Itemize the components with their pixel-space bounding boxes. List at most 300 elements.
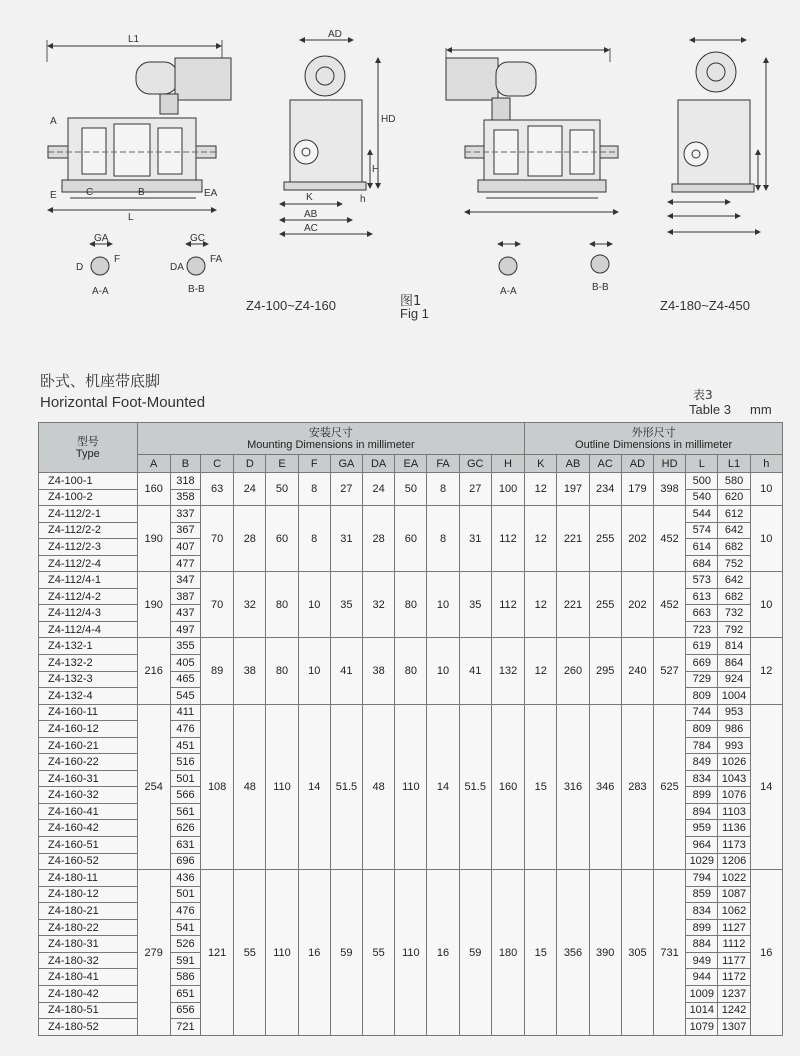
cell-da: 32 — [363, 572, 395, 638]
cell-l1: 924 — [718, 671, 750, 688]
cell-l: 944 — [686, 969, 718, 986]
model-type-cell: Z4-100-2 — [39, 489, 138, 506]
cell-e: 50 — [266, 473, 298, 506]
model-type-cell: Z4-112/4-3 — [39, 605, 138, 622]
dim-label-e: E — [50, 190, 57, 201]
cell-l1: 682 — [718, 539, 750, 556]
cell-k: 12 — [525, 473, 557, 506]
cell-h: 10 — [750, 506, 782, 572]
model-type-cell: Z4-112/2-4 — [39, 555, 138, 572]
cell-l1: 642 — [718, 572, 750, 589]
dim-label-hd: HD — [381, 114, 396, 125]
cell-ga: 59 — [330, 870, 362, 1036]
cell-e: 80 — [266, 638, 298, 704]
table-row — [39, 473, 783, 490]
dim-label-ea: EA — [204, 188, 218, 199]
cell-l1: 1026 — [718, 754, 750, 771]
cell-ab: 316 — [557, 704, 589, 869]
cell-f: 8 — [298, 473, 330, 506]
cell-da: 55 — [363, 870, 395, 1036]
model-type-cell: Z4-112/2-3 — [39, 539, 138, 556]
cell-l1: 1173 — [718, 837, 750, 854]
model-type-cell: Z4-180-21 — [39, 903, 138, 920]
dimensions-table — [38, 422, 783, 1036]
model-type-cell: Z4-112/4-1 — [39, 572, 138, 589]
cell-l1: 612 — [718, 506, 750, 523]
cell-b: 436 — [170, 870, 200, 887]
cell-d: 38 — [234, 638, 266, 704]
cell-l1: 1127 — [718, 919, 750, 936]
cell-b: 477 — [170, 555, 200, 572]
cell-l1: 993 — [718, 737, 750, 754]
cell-e: 110 — [266, 870, 298, 1036]
cell-ad: 240 — [621, 638, 653, 704]
dim-label-k: K — [306, 192, 313, 203]
cell-b: 476 — [170, 721, 200, 738]
cell-da: 24 — [363, 473, 395, 506]
cell-c: 70 — [201, 572, 234, 638]
cell-l: 663 — [686, 605, 718, 622]
model-type-cell: Z4-132-4 — [39, 688, 138, 705]
cell-e: 80 — [266, 572, 298, 638]
cell-h: 10 — [750, 473, 782, 506]
cell-l1: 864 — [718, 655, 750, 672]
left-model-caption: Z4-100~Z4-160 — [246, 298, 336, 313]
mounting-header-en: Mounting Dimensions in millimeter — [247, 438, 415, 451]
cell-l: 899 — [686, 919, 718, 936]
cell-ac: 295 — [589, 638, 621, 704]
table-row — [39, 572, 783, 589]
cell-h: 112 — [491, 506, 524, 572]
cell-b: 626 — [170, 820, 200, 837]
column-header-hd: HD — [654, 455, 686, 473]
column-header-c: C — [201, 455, 234, 473]
table-row — [39, 870, 783, 887]
cell-f: 10 — [298, 638, 330, 704]
cell-gc: 35 — [459, 572, 491, 638]
table-row — [39, 704, 783, 721]
cell-f: 10 — [298, 572, 330, 638]
cell-l1: 1242 — [718, 1002, 750, 1019]
section-title-cn: 卧式、机座带底脚 — [40, 372, 161, 390]
cell-fa: 10 — [427, 572, 459, 638]
cell-ea: 80 — [395, 638, 427, 704]
cell-l: 669 — [686, 655, 718, 672]
model-type-cell: Z4-180-11 — [39, 870, 138, 887]
cell-k: 12 — [525, 572, 557, 638]
column-header-f: F — [298, 455, 330, 473]
cell-ea: 110 — [395, 704, 427, 869]
cell-b: 561 — [170, 803, 200, 820]
column-header-h: h — [750, 455, 782, 473]
cell-l1: 620 — [718, 489, 750, 506]
cell-l: 1014 — [686, 1002, 718, 1019]
cell-b: 387 — [170, 588, 200, 605]
column-header-fa: FA — [427, 455, 459, 473]
cell-h: 112 — [491, 572, 524, 638]
cell-h: 14 — [750, 704, 782, 869]
section-label-bb-right: B-B — [592, 282, 609, 293]
section-label-bb: B-B — [188, 284, 205, 295]
cell-b: 501 — [170, 886, 200, 903]
cell-fa: 16 — [427, 870, 459, 1036]
cell-l1: 1087 — [718, 886, 750, 903]
cell-a: 190 — [137, 506, 170, 572]
cell-h: 10 — [750, 572, 782, 638]
cell-l1: 732 — [718, 605, 750, 622]
cell-l: 573 — [686, 572, 718, 589]
cell-hd: 527 — [654, 638, 686, 704]
cell-l: 500 — [686, 473, 718, 490]
dim-label-l1: L1 — [128, 34, 140, 45]
cell-d: 24 — [234, 473, 266, 506]
cell-l1: 752 — [718, 555, 750, 572]
dim-label-gc: GC — [190, 233, 205, 244]
cell-l1: 642 — [718, 522, 750, 539]
cell-ac: 234 — [589, 473, 621, 506]
column-header-e: E — [266, 455, 298, 473]
shaft-sections — [90, 244, 612, 275]
cell-a: 190 — [137, 572, 170, 638]
cell-ad: 202 — [621, 572, 653, 638]
cell-b: 476 — [170, 903, 200, 920]
cell-ga: 27 — [330, 473, 362, 506]
model-type-cell: Z4-160-42 — [39, 820, 138, 837]
cell-f: 14 — [298, 704, 330, 869]
cell-h: 16 — [750, 870, 782, 1036]
cell-ea: 50 — [395, 473, 427, 506]
column-header-ac: AC — [589, 455, 621, 473]
cell-b: 407 — [170, 539, 200, 556]
cell-l1: 792 — [718, 621, 750, 638]
motor-side-view-left — [47, 40, 231, 210]
cell-ab: 356 — [557, 870, 589, 1036]
right-model-caption: Z4-180~Z4-450 — [660, 298, 750, 313]
cell-b: 566 — [170, 787, 200, 804]
cell-l1: 1177 — [718, 952, 750, 969]
model-type-cell: Z4-180-31 — [39, 936, 138, 953]
cell-b: 451 — [170, 737, 200, 754]
cell-l1: 1136 — [718, 820, 750, 837]
cell-ga: 31 — [330, 506, 362, 572]
cell-l1: 814 — [718, 638, 750, 655]
mounting-header-cn: 安装尺寸 — [308, 425, 353, 439]
table-unit: mm — [750, 402, 772, 417]
section-title-en: Horizontal Foot-Mounted — [40, 394, 206, 411]
column-header-ea: EA — [395, 455, 427, 473]
cell-l: 1079 — [686, 1019, 718, 1036]
model-type-cell: Z4-160-12 — [39, 721, 138, 738]
cell-b: 337 — [170, 506, 200, 523]
column-header-l1: L1 — [718, 455, 750, 473]
model-type-cell: Z4-160-52 — [39, 853, 138, 870]
cell-d: 28 — [234, 506, 266, 572]
cell-k: 15 — [525, 870, 557, 1036]
cell-k: 15 — [525, 704, 557, 869]
cell-ab: 221 — [557, 506, 589, 572]
cell-l1: 1112 — [718, 936, 750, 953]
cell-b: 631 — [170, 837, 200, 854]
cell-l: 729 — [686, 671, 718, 688]
model-type-cell: Z4-160-41 — [39, 803, 138, 820]
cell-l1: 1172 — [718, 969, 750, 986]
cell-gc: 31 — [459, 506, 491, 572]
model-type-cell: Z4-132-2 — [39, 655, 138, 672]
cell-l1: 1076 — [718, 787, 750, 804]
cell-l: 1029 — [686, 853, 718, 870]
cell-b: 541 — [170, 919, 200, 936]
cell-k: 12 — [525, 638, 557, 704]
cell-ad: 305 — [621, 870, 653, 1036]
model-type-cell: Z4-180-41 — [39, 969, 138, 986]
motor-side-view-right — [446, 48, 618, 212]
section-label-aa-right: A-A — [500, 286, 517, 297]
model-type-cell: Z4-180-51 — [39, 1002, 138, 1019]
cell-c: 108 — [201, 704, 234, 869]
cell-l: 834 — [686, 903, 718, 920]
dim-label-da: DA — [170, 262, 184, 273]
cell-fa: 8 — [427, 506, 459, 572]
cell-gc: 27 — [459, 473, 491, 506]
cell-ga: 35 — [330, 572, 362, 638]
cell-l: 809 — [686, 721, 718, 738]
column-header-ga: GA — [330, 455, 362, 473]
model-type-cell: Z4-160-22 — [39, 754, 138, 771]
table-number-cn: 表3 — [693, 388, 713, 402]
cell-hd: 452 — [654, 572, 686, 638]
cell-c: 63 — [201, 473, 234, 506]
section-label-aa: A-A — [92, 286, 109, 297]
cell-l: 684 — [686, 555, 718, 572]
cell-b: 516 — [170, 754, 200, 771]
cell-d: 55 — [234, 870, 266, 1036]
cell-l: 784 — [686, 737, 718, 754]
cell-l: 834 — [686, 770, 718, 787]
cell-b: 721 — [170, 1019, 200, 1036]
cell-l1: 1043 — [718, 770, 750, 787]
model-type-cell: Z4-112/4-4 — [39, 621, 138, 638]
cell-b: 437 — [170, 605, 200, 622]
type-header-cn: 型号 — [76, 434, 99, 448]
cell-a: 279 — [137, 870, 170, 1036]
cell-l: 849 — [686, 754, 718, 771]
cell-d: 48 — [234, 704, 266, 869]
dim-label-h: H — [372, 164, 380, 175]
cell-ab: 260 — [557, 638, 589, 704]
cell-e: 110 — [266, 704, 298, 869]
cell-h: 100 — [491, 473, 524, 506]
cell-hd: 731 — [654, 870, 686, 1036]
cell-l: 540 — [686, 489, 718, 506]
cell-ea: 110 — [395, 870, 427, 1036]
dim-label-ab: AB — [304, 209, 318, 220]
cell-h: 12 — [750, 638, 782, 704]
cell-b: 545 — [170, 688, 200, 705]
cell-l: 894 — [686, 803, 718, 820]
cell-ac: 346 — [589, 704, 621, 869]
cell-b: 355 — [170, 638, 200, 655]
figure-caption-en: Fig 1 — [400, 306, 429, 321]
cell-b: 318 — [170, 473, 200, 490]
column-header-h: H — [491, 455, 524, 473]
model-type-cell: Z4-160-11 — [39, 704, 138, 721]
cell-gc: 51.5 — [459, 704, 491, 869]
table-row — [39, 638, 783, 655]
cell-l: 809 — [686, 688, 718, 705]
model-type-cell: Z4-160-31 — [39, 770, 138, 787]
cell-da: 48 — [363, 704, 395, 869]
cell-b: 651 — [170, 985, 200, 1002]
dim-label-h-small: h — [360, 194, 366, 205]
column-header-l: L — [686, 455, 718, 473]
motor-end-view-right — [668, 40, 766, 232]
cell-l1: 682 — [718, 588, 750, 605]
cell-hd: 398 — [654, 473, 686, 506]
column-header-da: DA — [363, 455, 395, 473]
model-type-cell: Z4-180-12 — [39, 886, 138, 903]
dim-label-ac: AC — [304, 223, 318, 234]
cell-l: 723 — [686, 621, 718, 638]
cell-h: 160 — [491, 704, 524, 869]
cell-b: 696 — [170, 853, 200, 870]
dim-label-c: C — [86, 187, 94, 198]
cell-ga: 41 — [330, 638, 362, 704]
model-type-cell: Z4-180-42 — [39, 985, 138, 1002]
model-type-cell: Z4-132-3 — [39, 671, 138, 688]
cell-b: 586 — [170, 969, 200, 986]
dim-label-d: D — [76, 262, 84, 273]
cell-ab: 197 — [557, 473, 589, 506]
cell-da: 38 — [363, 638, 395, 704]
cell-l1: 1237 — [718, 985, 750, 1002]
cell-f: 8 — [298, 506, 330, 572]
outline-header-cn: 外形尺寸 — [631, 425, 676, 439]
cell-l: 859 — [686, 886, 718, 903]
dim-label-a: A — [50, 116, 57, 127]
cell-b: 347 — [170, 572, 200, 589]
cell-l: 619 — [686, 638, 718, 655]
cell-l1: 1004 — [718, 688, 750, 705]
cell-c: 121 — [201, 870, 234, 1036]
cell-b: 358 — [170, 489, 200, 506]
column-header-ad: AD — [621, 455, 653, 473]
cell-b: 591 — [170, 952, 200, 969]
dim-label-fa: FA — [210, 254, 223, 265]
column-header-d: D — [234, 455, 266, 473]
cell-ea: 60 — [395, 506, 427, 572]
cell-l1: 953 — [718, 704, 750, 721]
cell-gc: 59 — [459, 870, 491, 1036]
cell-l1: 1022 — [718, 870, 750, 887]
cell-ad: 179 — [621, 473, 653, 506]
cell-b: 411 — [170, 704, 200, 721]
cell-h: 180 — [491, 870, 524, 1036]
cell-b: 501 — [170, 770, 200, 787]
type-header — [39, 423, 138, 473]
dim-label-ad: AD — [328, 29, 342, 40]
cell-l1: 1206 — [718, 853, 750, 870]
cell-a: 254 — [137, 704, 170, 869]
model-type-cell: Z4-180-52 — [39, 1019, 138, 1036]
cell-f: 16 — [298, 870, 330, 1036]
cell-l1: 580 — [718, 473, 750, 490]
model-type-cell: Z4-160-32 — [39, 787, 138, 804]
cell-hd: 625 — [654, 704, 686, 869]
cell-l: 574 — [686, 522, 718, 539]
model-type-cell: Z4-180-22 — [39, 919, 138, 936]
cell-l: 614 — [686, 539, 718, 556]
cell-l: 884 — [686, 936, 718, 953]
model-type-cell: Z4-160-21 — [39, 737, 138, 754]
cell-c: 70 — [201, 506, 234, 572]
figure-caption-cn: 图1 — [400, 294, 422, 309]
cell-a: 160 — [137, 473, 170, 506]
cell-hd: 452 — [654, 506, 686, 572]
cell-d: 32 — [234, 572, 266, 638]
cell-ea: 80 — [395, 572, 427, 638]
model-type-cell: Z4-160-51 — [39, 837, 138, 854]
cell-ad: 283 — [621, 704, 653, 869]
cell-e: 60 — [266, 506, 298, 572]
cell-l: 964 — [686, 837, 718, 854]
cell-h: 132 — [491, 638, 524, 704]
column-header-k: K — [525, 455, 557, 473]
cell-l: 959 — [686, 820, 718, 837]
column-header-b: B — [170, 455, 200, 473]
cell-ac: 255 — [589, 572, 621, 638]
dim-label-f: F — [114, 254, 121, 265]
cell-l: 744 — [686, 704, 718, 721]
column-header-ab: AB — [557, 455, 589, 473]
cell-k: 12 — [525, 506, 557, 572]
cell-l1: 1103 — [718, 803, 750, 820]
cell-l: 794 — [686, 870, 718, 887]
model-type-cell: Z4-112/4-2 — [39, 588, 138, 605]
cell-b: 656 — [170, 1002, 200, 1019]
cell-b: 405 — [170, 655, 200, 672]
cell-ga: 51.5 — [330, 704, 362, 869]
cell-a: 216 — [137, 638, 170, 704]
column-header-a: A — [137, 455, 170, 473]
cell-gc: 41 — [459, 638, 491, 704]
cell-ad: 202 — [621, 506, 653, 572]
model-type-cell: Z4-112/2-2 — [39, 522, 138, 539]
cell-ab: 221 — [557, 572, 589, 638]
outline-dimensions-header — [525, 423, 783, 455]
cell-l: 613 — [686, 588, 718, 605]
cell-ac: 390 — [589, 870, 621, 1036]
cell-fa: 14 — [427, 704, 459, 869]
cell-l1: 1062 — [718, 903, 750, 920]
cell-b: 465 — [170, 671, 200, 688]
cell-l: 1009 — [686, 985, 718, 1002]
model-type-cell: Z4-112/2-1 — [39, 506, 138, 523]
table-row — [39, 506, 783, 523]
cell-da: 28 — [363, 506, 395, 572]
cell-l1: 1307 — [718, 1019, 750, 1036]
model-type-cell: Z4-180-32 — [39, 952, 138, 969]
cell-l: 949 — [686, 952, 718, 969]
model-type-cell: Z4-132-1 — [39, 638, 138, 655]
cell-b: 526 — [170, 936, 200, 953]
cell-b: 497 — [170, 621, 200, 638]
dim-label-l: L — [128, 212, 134, 223]
cell-c: 89 — [201, 638, 234, 704]
cell-l: 544 — [686, 506, 718, 523]
cell-ac: 255 — [589, 506, 621, 572]
dim-label-ga: GA — [94, 233, 109, 244]
type-header-en: Type — [75, 447, 100, 460]
